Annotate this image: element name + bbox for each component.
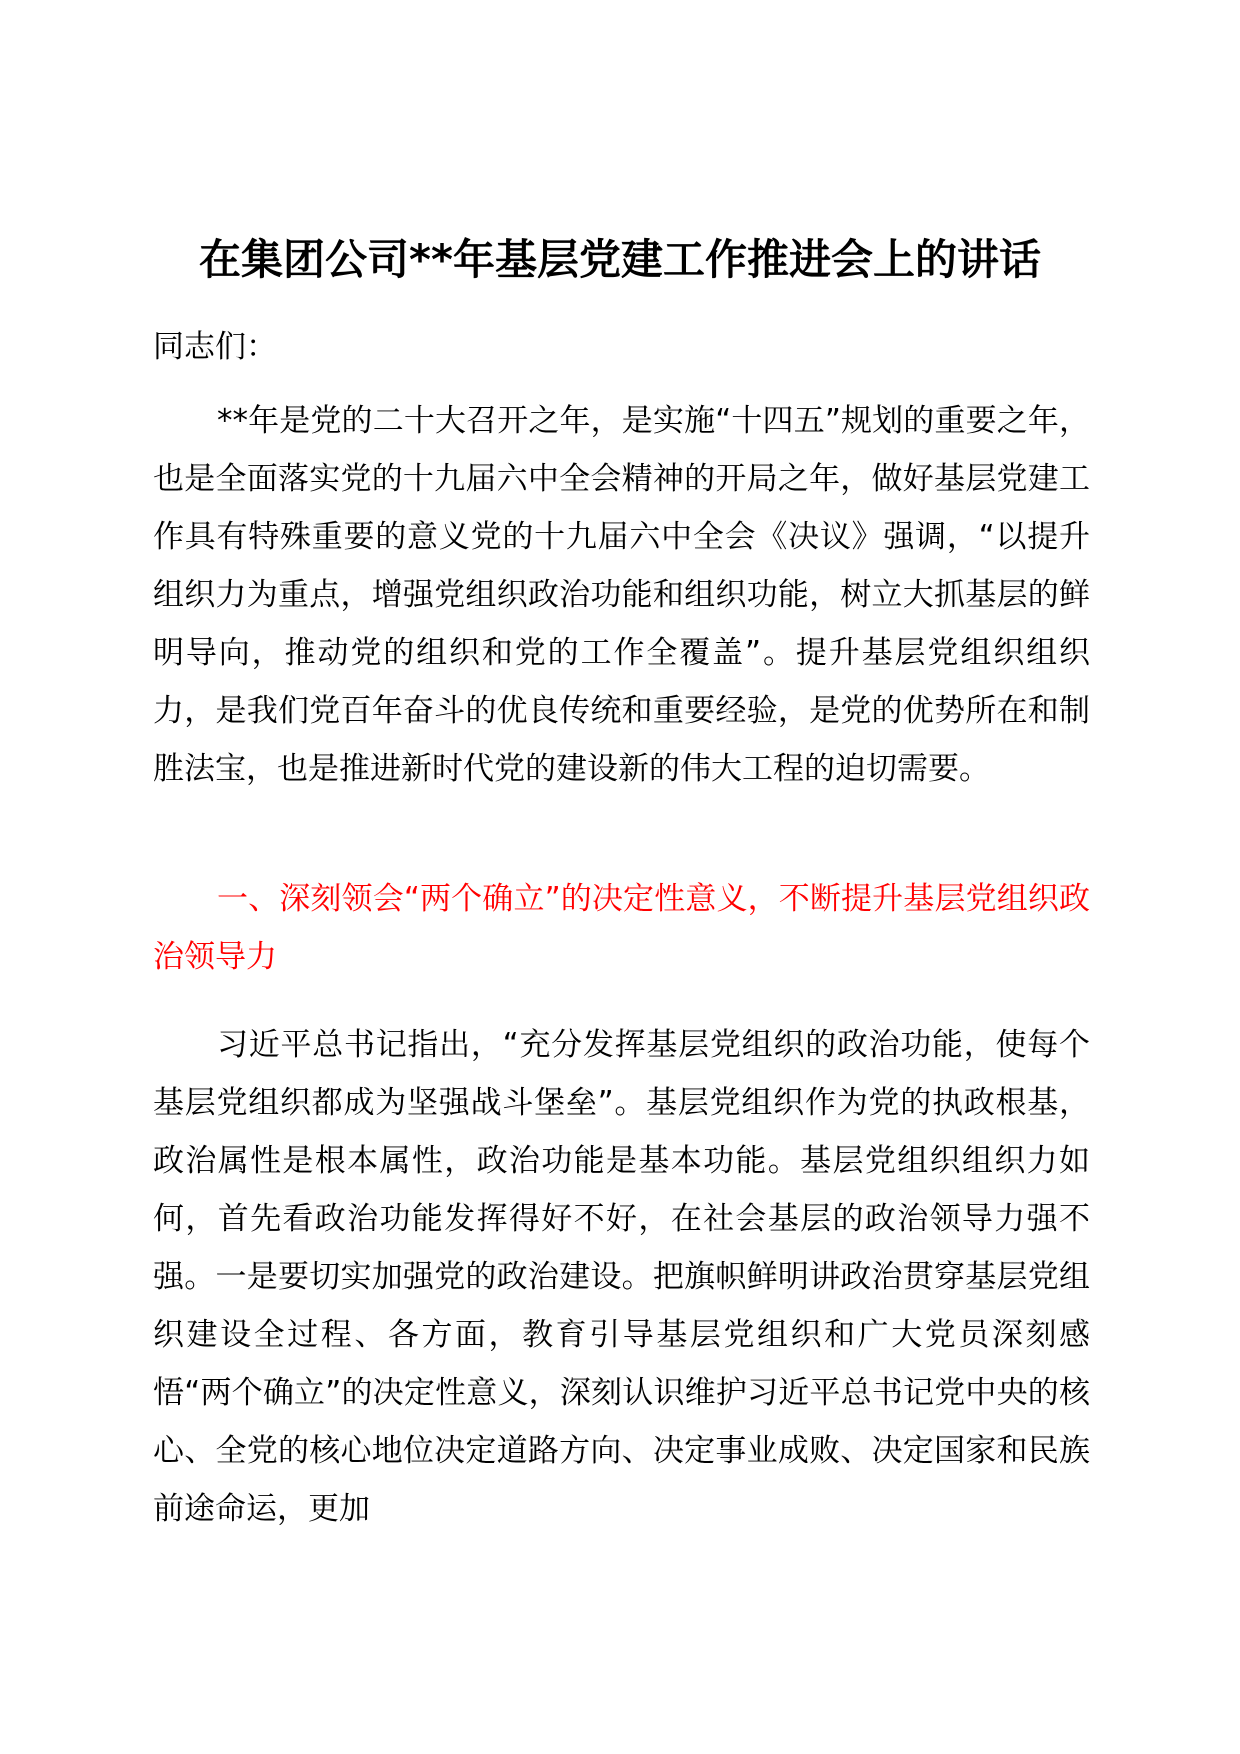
- salutation: 同志们：: [153, 329, 277, 365]
- section-paragraph: 习近平总书记指出，“充分发挥基层党组织的政治功能，使每个基层党组织都成为坚强战斗堡垒”。基层党组织作为党的执政根基，政治属性是根本属性，政治功能是基本功能。基层党组织组织力如何，首先看政治功能发挥得好不好，在社会基层的政治领导力强不强。一是要切实加强党的政治建设。把旗帜鲜明讲政治贯穿基层党组织建设全过程、各方面，教育引导基层党组织和广大党员深刻感悟“两个确立”的决定性意义，深刻认识维护习近平总书记党中央的核心、全党的核心地位决定道路方向、决定事业成败、决定国家和民族前途命运，更加: [153, 1027, 1090, 1527]
- section-heading: 一、深刻领会“两个确立”的决定性意义，不断提升基层党组织政治领导力: [153, 881, 1090, 975]
- intro-paragraph: **年是党的二十大召开之年，是实施“十四五”规划的重要之年，也是全面落实党的十九届六中全会精神的开局之年，做好基层党建工作具有特殊重要的意义党的十九届六中全会《决议》强调，“以提升组织力为重点，增强党组织政治功能和组织功能，树立大抓基层的鲜明导向，推动党的组织和党的工作全覆盖”。提升基层党组织组织力，是我们党百年奋斗的优良传统和重要经验，是党的优势所在和制胜法宝，也是推进新时代党的建设新的伟大工程的迫切需要。: [153, 403, 1090, 787]
- document-title: 在集团公司**年基层党建工作推进会上的讲话: [199, 235, 1041, 284]
